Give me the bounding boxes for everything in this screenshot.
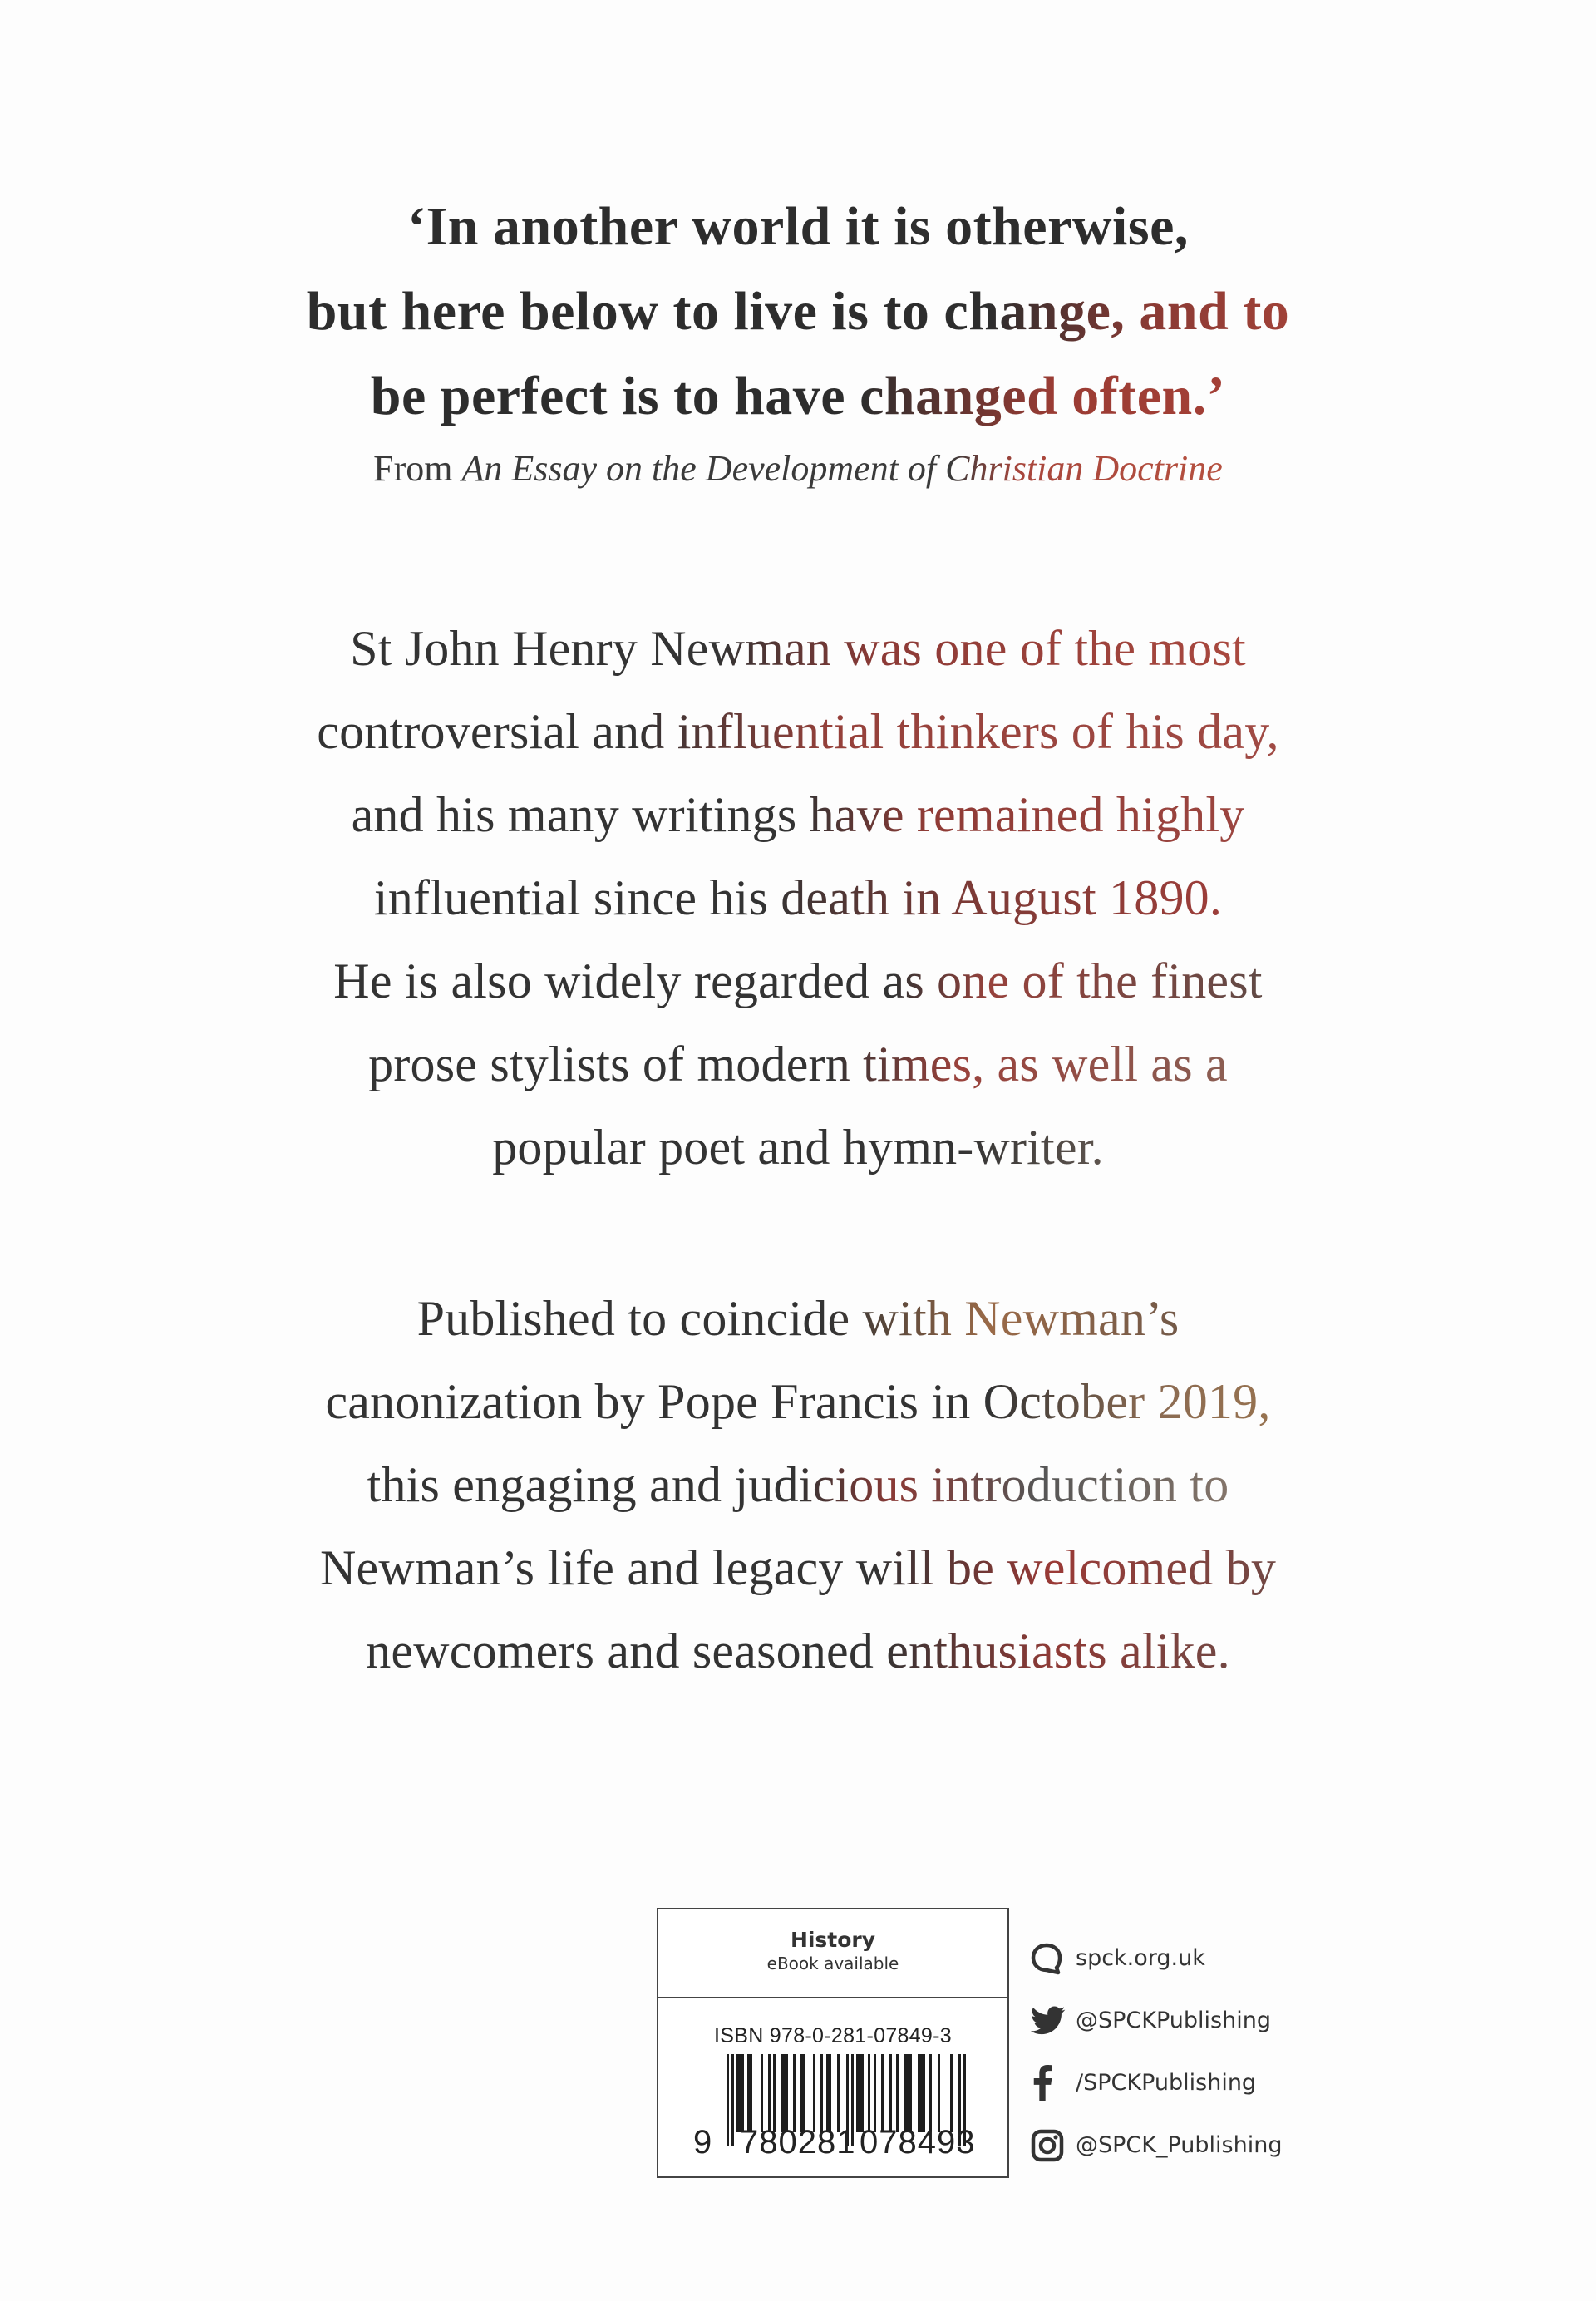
ebook-note: eBook available (766, 1954, 899, 1973)
paragraph-line: prose stylists of modern times, as well as a (0, 1022, 1596, 1106)
attribution-title: An Essay on the Development of Christian Doctrine (461, 448, 1223, 489)
paragraph-line: He is also widely regarded as one of the finest (0, 939, 1596, 1022)
facebook-icon (1031, 2064, 1069, 2102)
epigraph-quote (0, 185, 1596, 494)
paragraph-line: Newman’s life and legacy will be welcomed by (0, 1526, 1596, 1609)
category-panel (658, 1909, 1007, 1998)
paragraph-line: controversial and influential thinkers of his day, (0, 690, 1596, 773)
paragraph-line: Published to coincide with Newman’s (0, 1277, 1596, 1360)
paragraph-line: St John Henry Newman was one of the most (0, 607, 1596, 690)
barcode-digits-left: 780281 (740, 2124, 856, 2161)
category-label: History (790, 1928, 876, 1952)
description-paragraph-2 (0, 1277, 1596, 1692)
facebook-link[interactable]: /SPCKPublishing (1076, 2070, 1257, 2096)
social-instagram[interactable] (1031, 2114, 1282, 2176)
speech-bubble-icon (1031, 1939, 1069, 1978)
paragraph-line: popular poet and hymn-writer. (0, 1106, 1596, 1189)
barcode-box (657, 1908, 1009, 2178)
attribution-prefix: From (373, 448, 462, 489)
isbn-label: ISBN 978-0-281-07849-3 (714, 2024, 952, 2047)
social-website[interactable] (1031, 1927, 1282, 1989)
instagram-link[interactable]: @SPCK_Publishing (1076, 2132, 1283, 2158)
paragraph-line: newcomers and seasoned enthusiasts alike. (0, 1609, 1596, 1692)
quote-attribution (0, 444, 1596, 494)
quote-line-2: but here below to live is to change, and to (0, 269, 1596, 354)
social-links (1031, 1927, 1282, 2176)
description-paragraph-1 (0, 607, 1596, 1189)
paragraph-line: canonization by Pope Francis in October 2019, (0, 1360, 1596, 1443)
social-facebook[interactable] (1031, 2052, 1282, 2114)
paragraph-line: this engaging and judicious introduction to (0, 1443, 1596, 1526)
instagram-icon (1031, 2126, 1069, 2165)
barcode-digit-prefix: 9 (693, 2124, 712, 2161)
quote-line-3: be perfect is to have changed often.’ (0, 354, 1596, 439)
website-link[interactable]: spck.org.uk (1076, 1945, 1205, 1971)
social-twitter[interactable] (1031, 1989, 1282, 2052)
twitter-link[interactable]: @SPCKPublishing (1076, 2008, 1271, 2033)
barcode-digits-right: 078493 (860, 2124, 976, 2161)
twitter-icon (1031, 2002, 1069, 2040)
paragraph-line: influential since his death in August 1890. (0, 856, 1596, 939)
quote-line-1: ‘In another world it is otherwise, (0, 185, 1596, 269)
paragraph-line: and his many writings have remained highly (0, 773, 1596, 856)
